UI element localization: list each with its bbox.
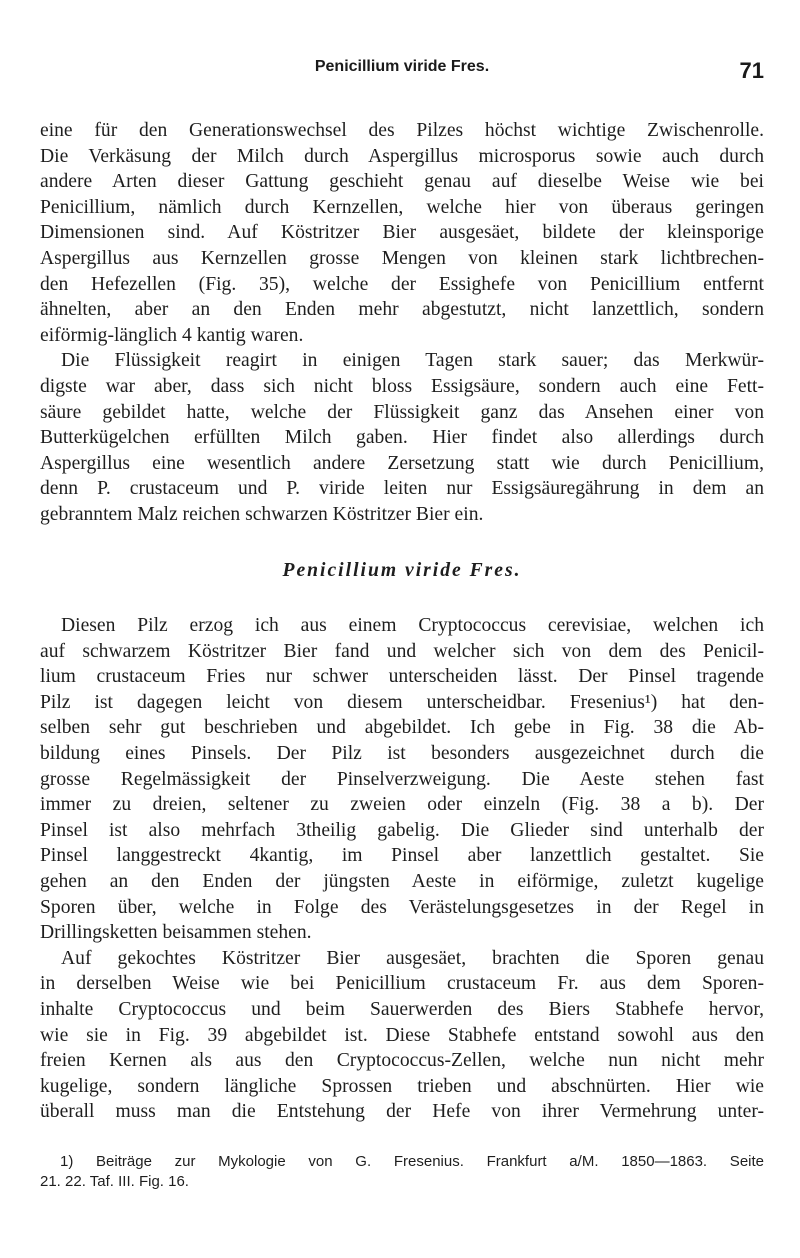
text-line: wie sie in Fig. 39 abgebildet ist. Diese Stabhefe entstand sowohl aus den [40, 1024, 764, 1046]
text-line: inhalte Cryptococcus und beim Sauerwerden des Biers Stabhefe hervor, [40, 999, 764, 1020]
body-text [40, 118, 764, 1125]
text-line: grosse Regelmässigkeit der Pinselverzweigung. Die Aeste stehen fast [40, 768, 764, 790]
text-line: in derselben Weise wie bei Penicillium crustaceum Fr. aus dem Sporen- [40, 973, 764, 995]
paragraph [40, 613, 764, 946]
text-line: lium crustaceum Fries nur schwer unterscheiden lässt. Der Pinsel tragende [40, 666, 764, 688]
running-title: Penicillium viride Fres. [314, 58, 490, 75]
text-line: ähnelten, aber an den Enden mehr abgestutzt, nicht lanzettlich, sondern [40, 299, 764, 321]
text-line: digste war aber, dass sich nicht bloss Essigsäure, sondern auch eine Fett- [40, 375, 764, 397]
footnote-line: 1) Beiträge zur Mykologie von G. Fresenius. Frankfurt a/M. 1850—1863. Seite [60, 1153, 764, 1170]
text-line: säure gebildet hatte, welche der Flüssigkeit ganz das Ansehen einer von [40, 401, 764, 423]
text-line: denn P. crustaceum und P. viride leiten nur Essigsäuregährung in dem an [40, 478, 764, 500]
text-line: Sporen über, welche in Folge des Verästelungsgesetzes in der Regel in [40, 896, 764, 918]
text-line: Die Verkäsung der Milch durch Aspergillus microsporus sowie auch durch [40, 145, 764, 167]
text-line: eiförmig-länglich 4 kantig waren. [40, 324, 304, 346]
text-line: auf schwarzem Köstritzer Bier fand und welcher sich von dem des Penicil- [40, 640, 764, 662]
text-line: kugelige, sondern längliche Sprossen trieben und abschnürten. Hier wie [40, 1075, 764, 1097]
text-line: gehen an den Enden der jüngsten Aeste in eiförmige, zuletzt kugelige [40, 871, 764, 893]
text-line: Pinsel ist also mehrfach 3theilig gabelig. Die Glieder sind unterhalb der [40, 819, 764, 841]
text-line: Dimensionen sind. Auf Köstritzer Bier ausgesäet, bildete der kleinsporige [40, 222, 764, 244]
text-line: Drillingsketten beisammen stehen. [40, 922, 312, 944]
page-number: 71 [739, 58, 764, 83]
paragraph [40, 348, 764, 527]
text-line: andere Arten dieser Gattung geschieht genau auf dieselbe Weise wie bei [40, 171, 764, 193]
text-line: Pilz ist dagegen leicht von diesem unterscheidbar. Fresenius¹) hat den- [40, 691, 764, 713]
book-page [40, 30, 764, 1190]
paragraph [40, 946, 764, 1125]
paragraph [40, 118, 764, 348]
text-line: Penicillium, nämlich durch Kernzellen, welche hier von überaus geringen [40, 196, 764, 218]
text-line: selben sehr gut beschrieben und abgebildet. Ich gebe in Fig. 38 die Ab- [40, 717, 764, 739]
page-header [40, 30, 764, 83]
text-line: eine für den Generationswechsel des Pilzes höchst wichtige Zwischenrolle. [40, 120, 764, 141]
text-line: immer zu dreien, seltener zu zweien oder einzeln (Fig. 38 a b). Der [40, 794, 764, 816]
text-line: freien Kernen als aus den Cryptococcus-Zellen, welche nun nicht mehr [40, 1050, 764, 1072]
footnote-line: 21. 22. Taf. III. Fig. 16. [40, 1173, 189, 1190]
text-line: Butterkügelchen erfüllten Milch gaben. Hier findet also allerdings durch [40, 427, 764, 449]
text-line: Pinsel langgestreckt 4kantig, im Pinsel aber lanzettlich gestaltet. Sie [40, 845, 764, 867]
text-line: Auf gekochtes Köstritzer Bier ausgesäet, brachten die Sporen genau [61, 947, 764, 969]
text-line: Die Flüssigkeit reagirt in einigen Tagen stark sauer; das Merkwür- [61, 350, 764, 372]
text-line: gebranntem Malz reichen schwarzen Köstritzer Bier ein. [40, 503, 484, 525]
text-line: Aspergillus aus Kernzellen grosse Mengen von kleinen stark lichtbrechen- [40, 247, 764, 269]
text-line: bildung eines Pinsels. Der Pilz ist besonders ausgezeichnet durch die [40, 743, 764, 765]
text-line: Diesen Pilz erzog ich aus einem Cryptococcus cerevisiae, welchen ich [61, 615, 764, 637]
text-line: den Hefezellen (Fig. 35), welche der Essighefe von Penicillium entfernt [40, 273, 764, 295]
section-heading: Penicillium viride Fres. [282, 559, 522, 581]
text-line: Aspergillus eine wesentlich andere Zersetzung statt wie durch Penicillium, [40, 452, 764, 474]
text-line: überall muss man die Entstehung der Hefe von ihrer Vermehrung unter- [40, 1101, 764, 1123]
footnotes [40, 1152, 764, 1192]
